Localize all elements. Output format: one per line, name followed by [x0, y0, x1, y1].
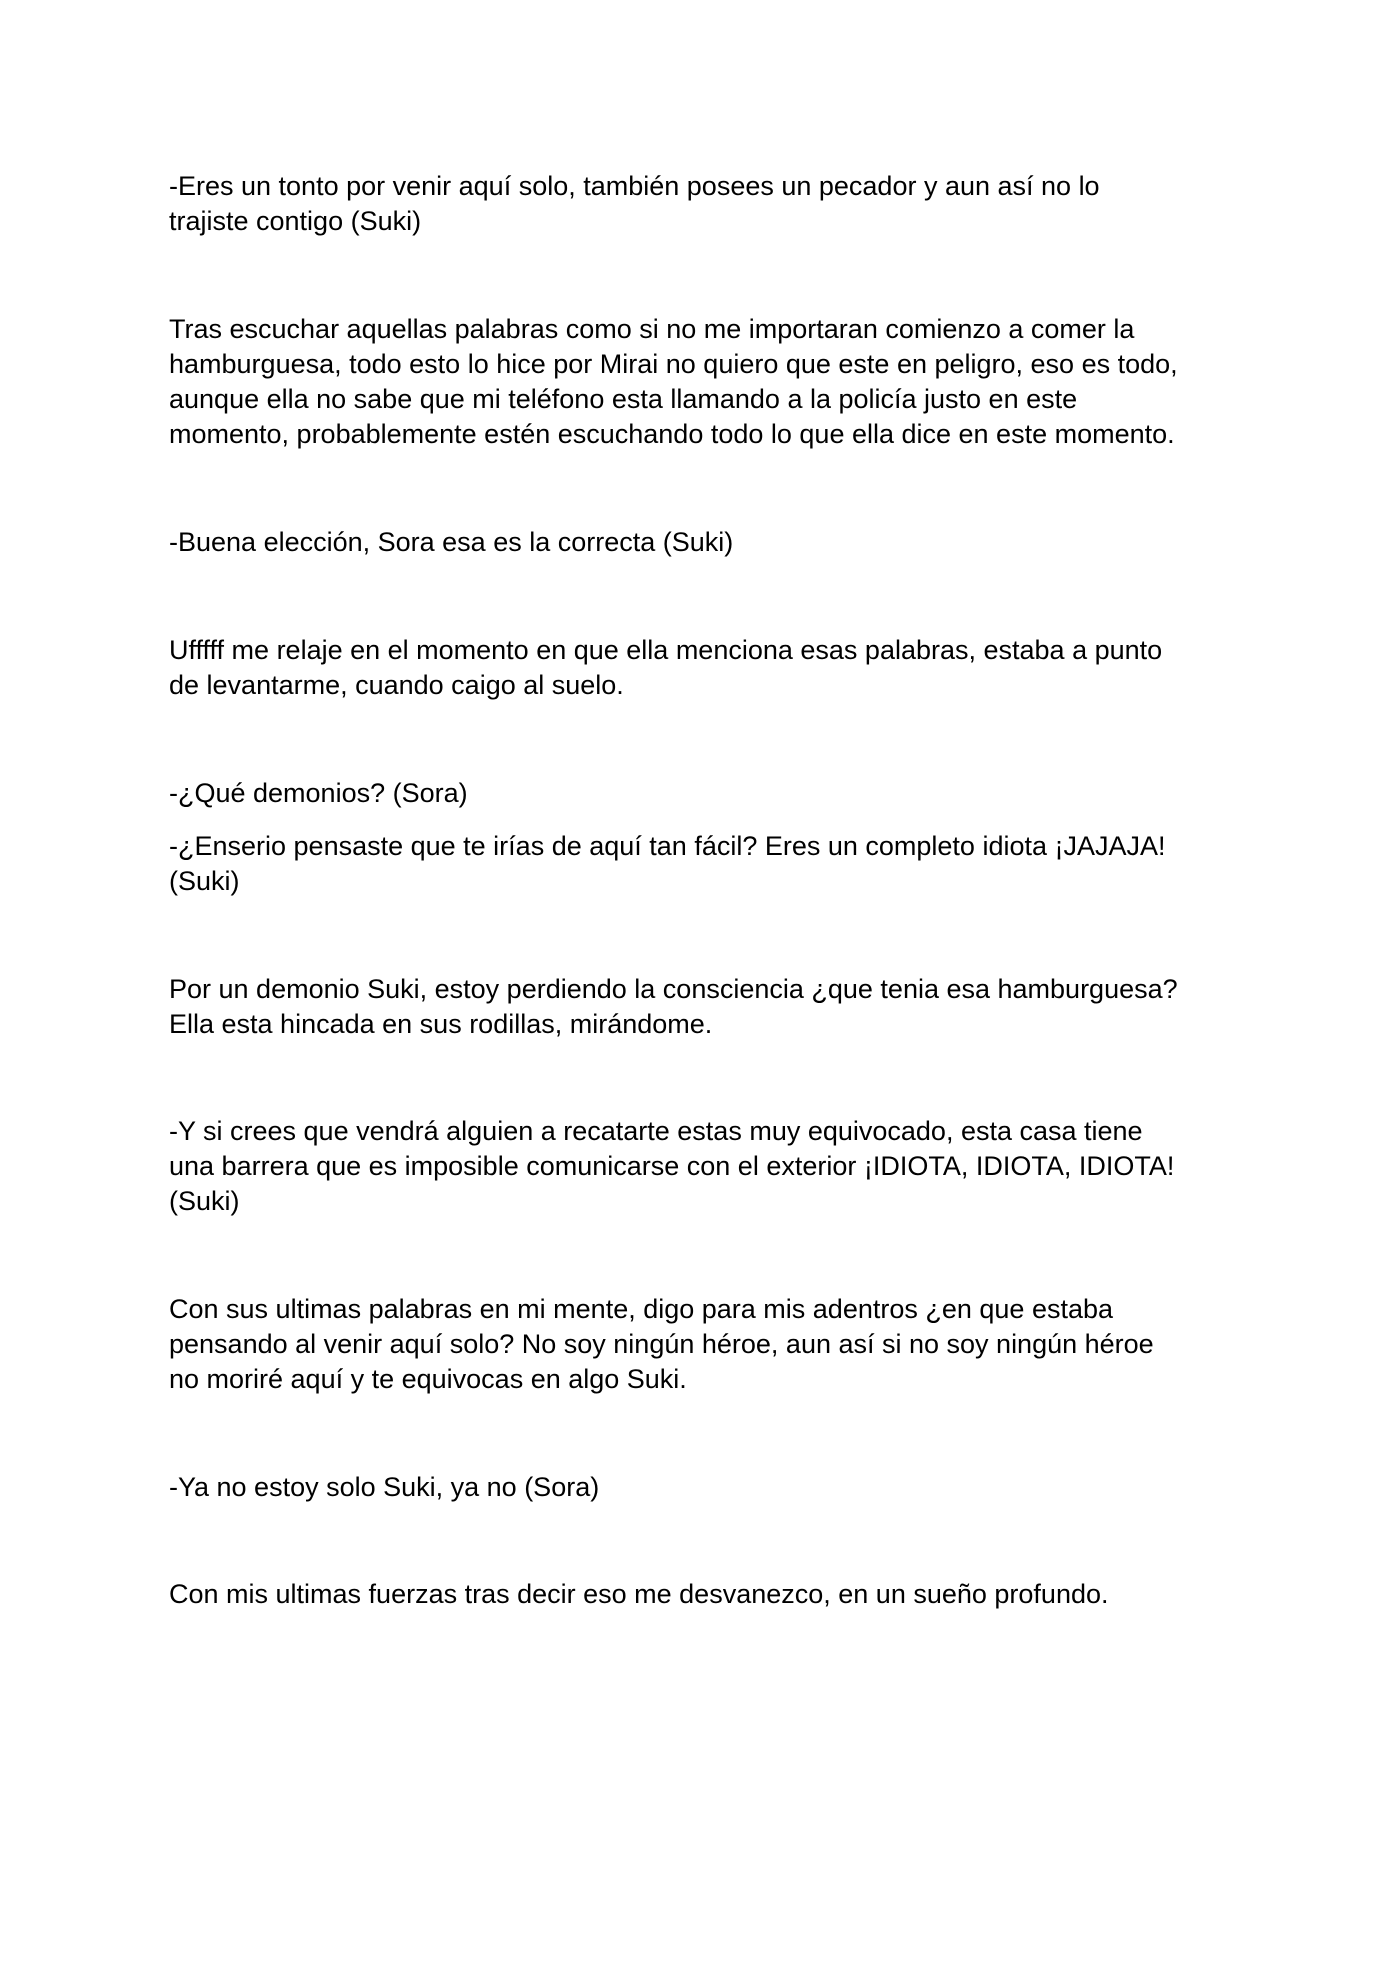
narration-2	[169, 633, 1249, 703]
dialogue-suki-1	[169, 169, 1249, 239]
narration-4	[169, 1292, 1249, 1397]
narration-5	[169, 1577, 1249, 1612]
text-line: Por un demonio Suki, estoy perdiendo la consciencia ¿que tenia esa hamburguesa?	[169, 974, 1178, 1004]
dialogue-sora-2	[169, 1470, 1249, 1505]
narration-3	[169, 972, 1249, 1042]
dialogue-suki-2	[169, 525, 1249, 560]
narration-1	[169, 312, 1249, 452]
text-line: (Suki)	[169, 1186, 240, 1216]
dialogue-suki-3	[169, 829, 1249, 899]
text-line: -Y si crees que vendrá alguien a recatarte estas muy equivocado, esta casa tiene	[169, 1116, 1143, 1146]
text-line: -¿Enserio pensaste que te irías de aquí tan fácil? Eres un completo idiota ¡JAJAJA!	[169, 831, 1166, 861]
text-line: -Eres un tonto por venir aquí solo, también posees un pecador y aun así no lo	[169, 171, 1100, 201]
text-line: Tras escuchar aquellas palabras como si no me importaran comienzo a comer la	[169, 314, 1135, 344]
text-line: Ella esta hincada en sus rodillas, mirándome.	[169, 1009, 713, 1039]
text-line: -¿Qué demonios? (Sora)	[169, 778, 468, 808]
dialogue-suki-4	[169, 1114, 1249, 1219]
text-line: Ufffff me relaje en el momento en que ella menciona esas palabras, estaba a punto	[169, 635, 1163, 665]
text-line: una barrera que es imposible comunicarse con el exterior ¡IDIOTA, IDIOTA, IDIOTA!	[169, 1151, 1175, 1181]
text-line: no moriré aquí y te equivocas en algo Suki.	[169, 1364, 687, 1394]
text-line: Con mis ultimas fuerzas tras decir eso me desvanezco, en un sueño profundo.	[169, 1579, 1109, 1609]
text-line: de levantarme, cuando caigo al suelo.	[169, 670, 624, 700]
text-line: hamburguesa, todo esto lo hice por Mirai no quiero que este en peligro, eso es todo,	[169, 349, 1178, 379]
text-line: -Buena elección, Sora esa es la correcta (Suki)	[169, 527, 734, 557]
text-line: (Suki)	[169, 866, 240, 896]
text-line: aunque ella no sabe que mi teléfono esta llamando a la policía justo en este	[169, 384, 1078, 414]
text-line: Con sus ultimas palabras en mi mente, digo para mis adentros ¿en que estaba	[169, 1294, 1114, 1324]
text-line: pensando al venir aquí solo? No soy ningún héroe, aun así si no soy ningún héroe	[169, 1329, 1154, 1359]
text-line: trajiste contigo (Suki)	[169, 206, 422, 236]
dialogue-sora-1	[169, 776, 1249, 811]
text-line: -Ya no estoy solo Suki, ya no (Sora)	[169, 1472, 600, 1502]
text-line: momento, probablemente estén escuchando todo lo que ella dice en este momento.	[169, 419, 1175, 449]
